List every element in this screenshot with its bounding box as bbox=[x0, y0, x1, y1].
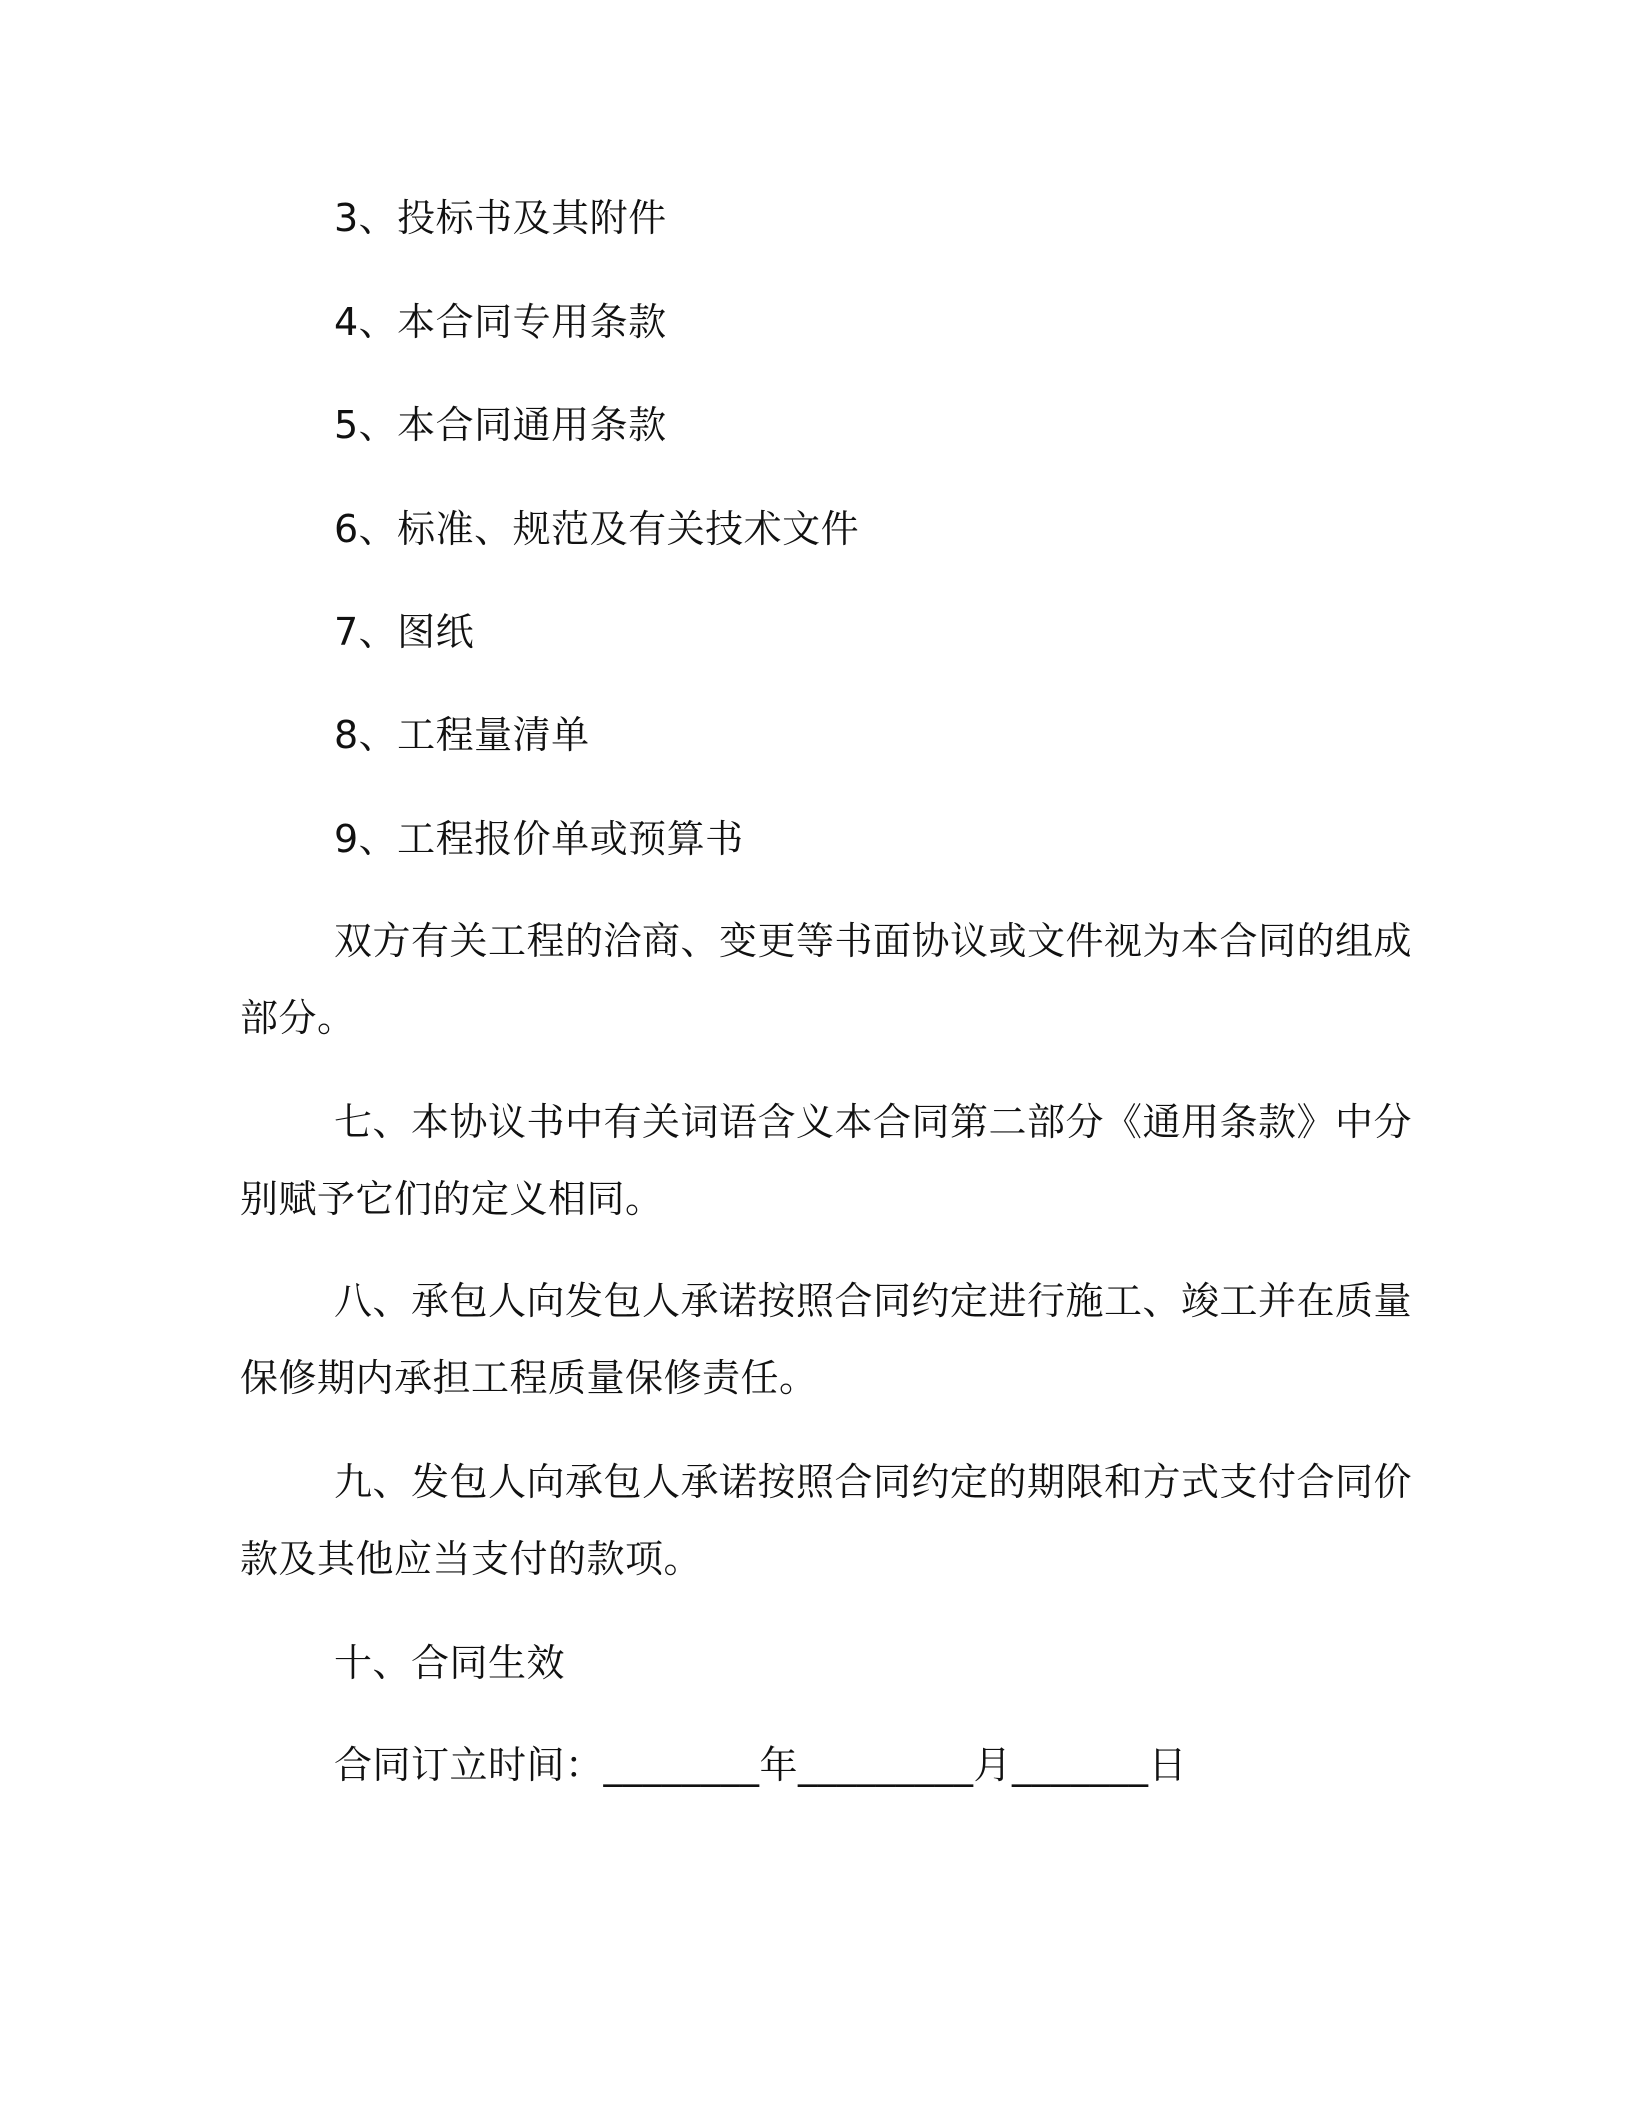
list-item-7: 7、图纸 bbox=[334, 610, 475, 654]
paragraph-nine-line-2: 款及其他应当支付的款项。 bbox=[240, 1537, 703, 1581]
list-item-3: 3、投标书及其附件 bbox=[334, 196, 667, 240]
paragraph-seven-line-1: 七、本协议书中有关词语含义本合同第二部分《通用条款》中分 bbox=[334, 1100, 1413, 1144]
signing-time-line: 合同订立时间：________年_________月_______日 bbox=[334, 1743, 1188, 1787]
paragraph-seven-line-2: 别赋予它们的定义相同。 bbox=[240, 1177, 664, 1221]
effect-heading: 十、合同生效 bbox=[334, 1641, 566, 1685]
paragraph-eight-line-1: 八、承包人向发包人承诺按照合同约定进行施工、竣工并在质量 bbox=[334, 1279, 1413, 1323]
list-item-6: 6、标准、规范及有关技术文件 bbox=[334, 507, 860, 551]
list-item-8: 8、工程量清单 bbox=[334, 713, 590, 757]
paragraph-nine-line-1: 九、发包人向承包人承诺按照合同约定的期限和方式支付合同价 bbox=[334, 1460, 1413, 1504]
paragraph-supplements-line-2: 部分。 bbox=[240, 996, 356, 1040]
list-item-9: 9、工程报价单或预算书 bbox=[334, 817, 744, 861]
paragraph-supplements-line-1: 双方有关工程的洽商、变更等书面协议或文件视为本合同的组成 bbox=[334, 919, 1413, 963]
list-item-5: 5、本合同通用条款 bbox=[334, 403, 667, 447]
paragraph-eight-line-2: 保修期内承担工程质量保修责任。 bbox=[240, 1356, 818, 1400]
list-item-4: 4、本合同专用条款 bbox=[334, 300, 667, 344]
